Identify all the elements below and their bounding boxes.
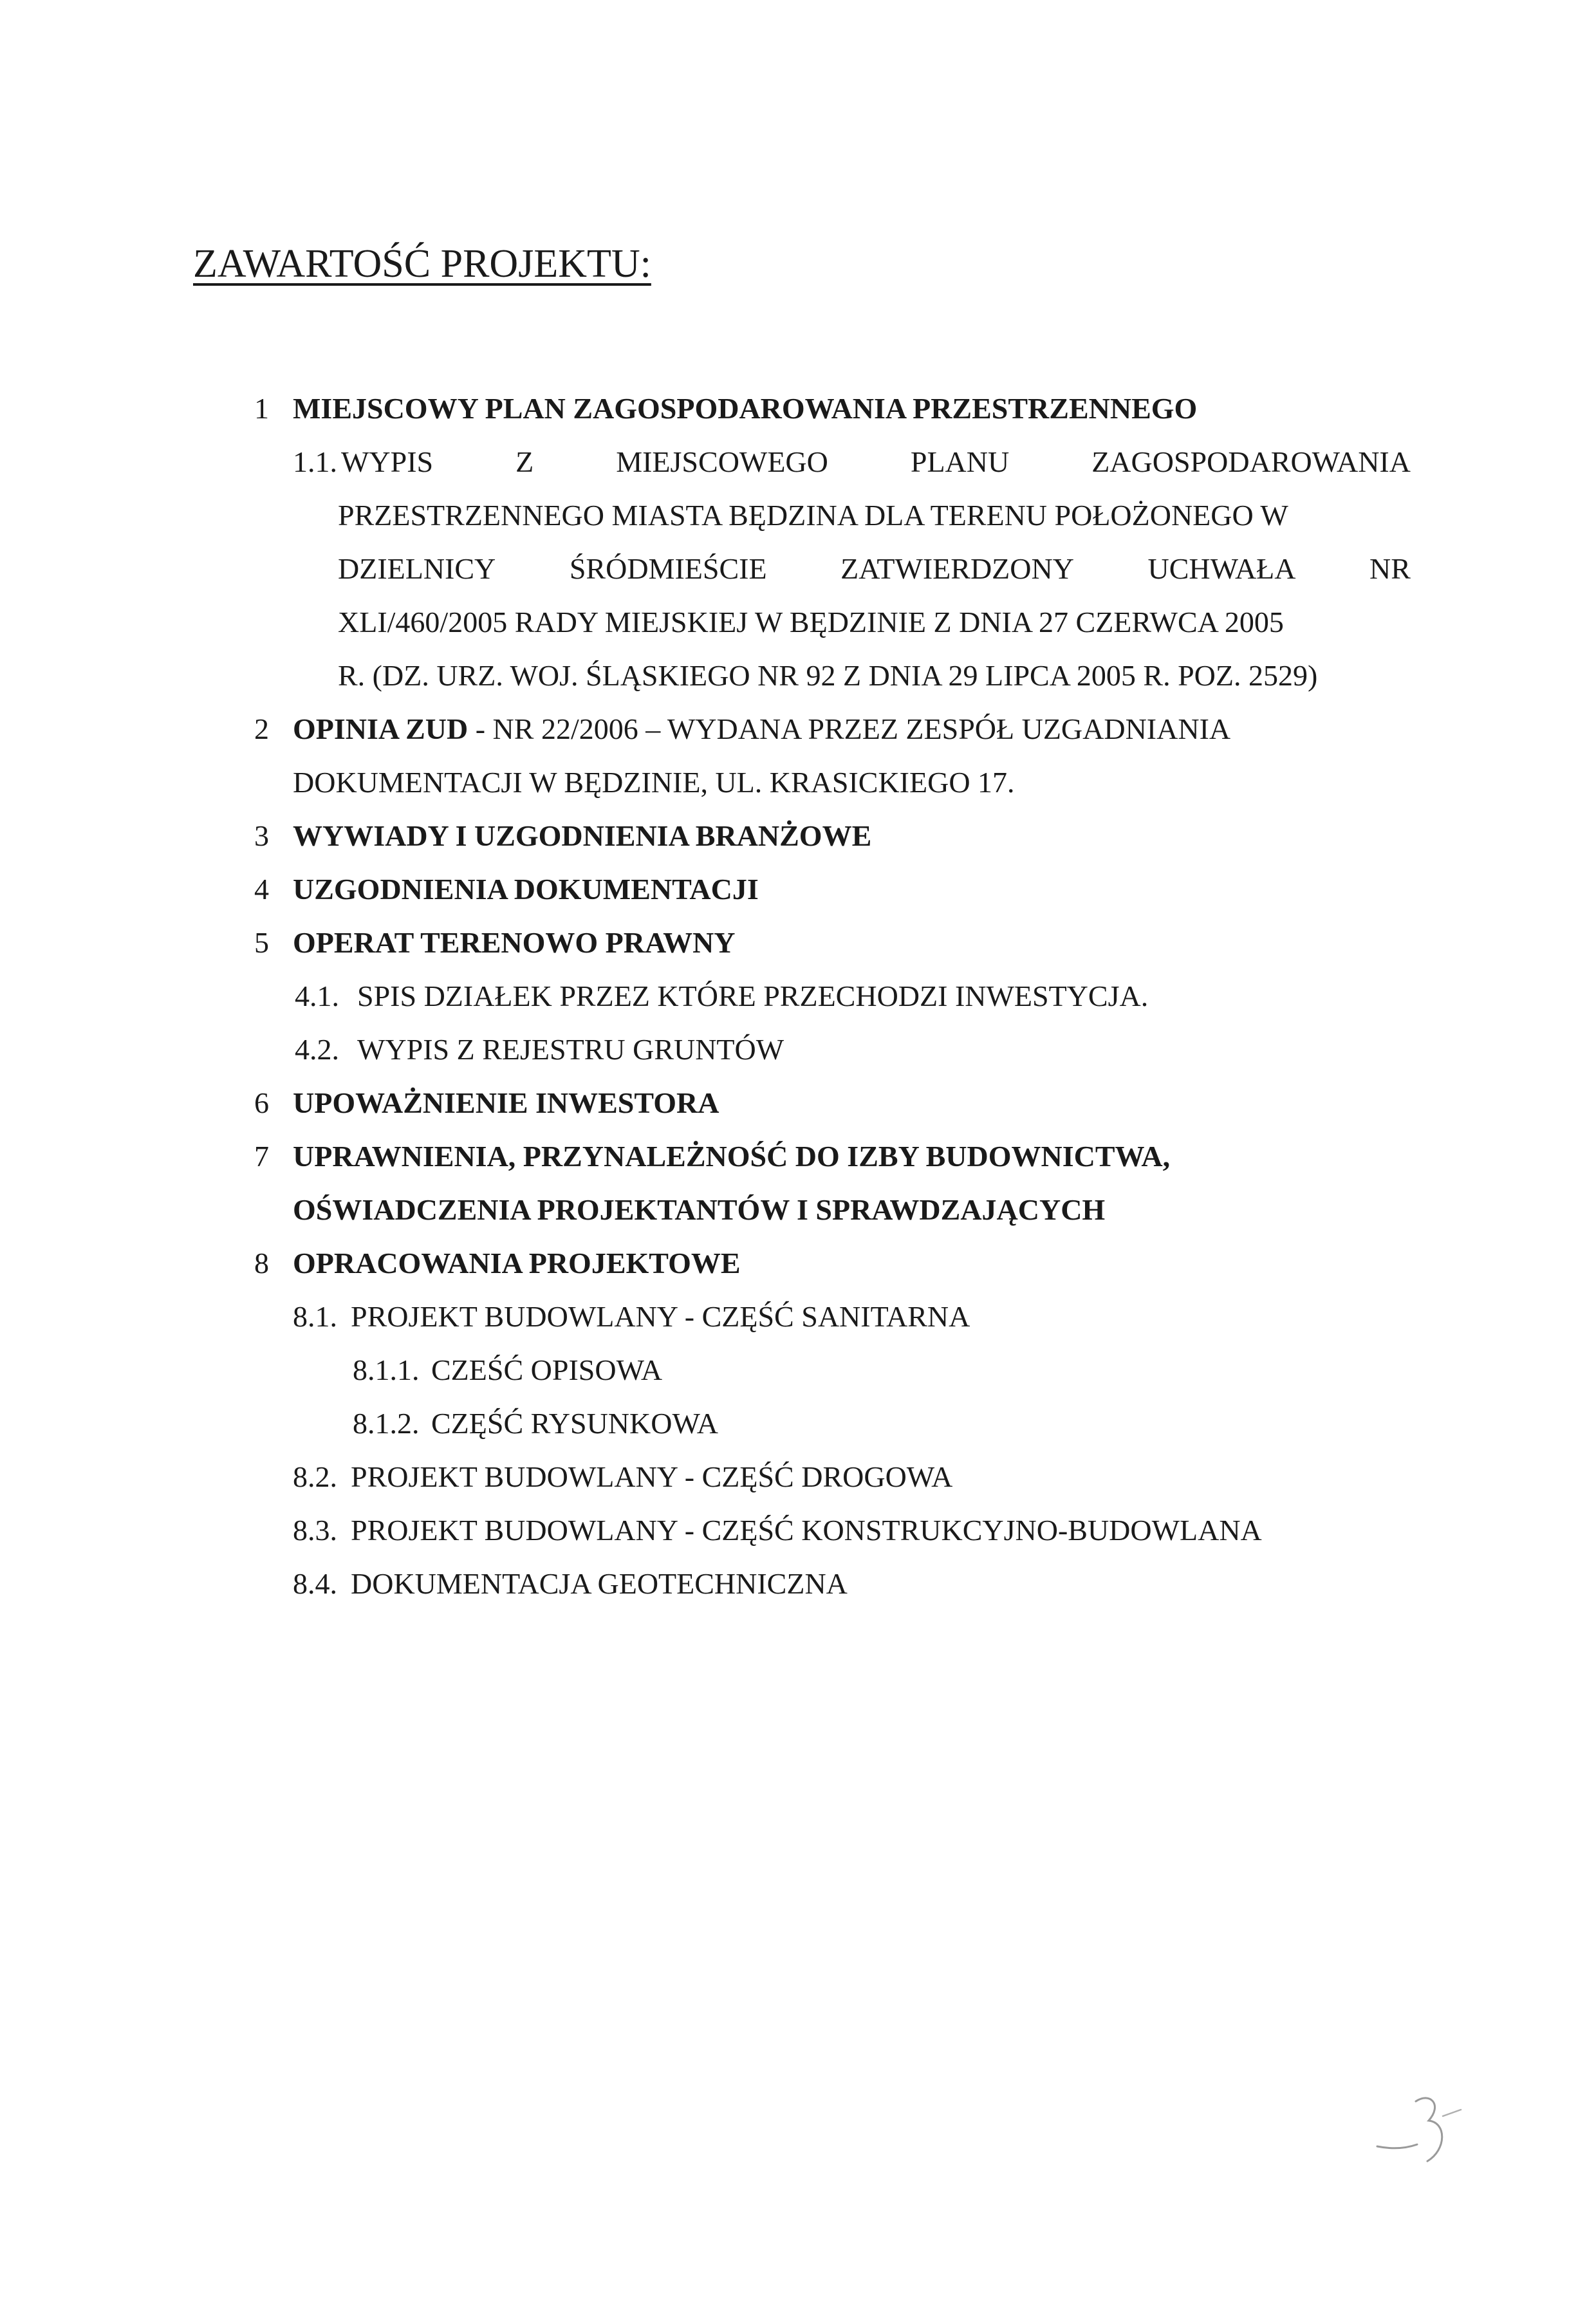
item-1-1-word: NR xyxy=(1369,552,1411,585)
item-label-5: OPERAT TERENOWO PRAWNY xyxy=(293,926,736,959)
item-label-1: MIEJSCOWY PLAN ZAGOSPODAROWANIA PRZESTRZENNEGO xyxy=(293,392,1198,425)
item-label-7-line-2: OŚWIADCZENIA PROJEKTANTÓW I SPRAWDZAJĄCYCH xyxy=(293,1193,1106,1226)
item-label-6: UPOWAŻNIENIE INWESTORA xyxy=(293,1086,719,1119)
item-number-7: 7 xyxy=(254,1140,269,1173)
item-1-1-word: WYPIS xyxy=(341,445,434,478)
page-title: ZAWARTOŚĆ PROJEKTU: xyxy=(193,242,651,286)
item-number-2: 2 xyxy=(254,712,269,745)
item-number-6: 6 xyxy=(254,1086,269,1119)
item-label-7: UPRAWNIENIA, PRZYNALEŻNOŚĆ DO IZBY BUDOWNICTWA, xyxy=(293,1140,1171,1173)
item-1-1-word: ZAGOSPODAROWANIA xyxy=(1091,445,1411,478)
item-1-1-word: MIEJSCOWEGO xyxy=(616,445,828,478)
item-1-1-word: Z xyxy=(515,445,534,478)
handwritten-page-mark xyxy=(1371,2085,1467,2175)
item-number-8-4: 8.4. xyxy=(293,1567,337,1600)
item-1-1-word: DZIELNICY xyxy=(338,552,496,585)
item-1-1-word: PLANU xyxy=(910,445,1010,478)
item-number-4: 4 xyxy=(254,873,269,906)
item-number-3: 3 xyxy=(254,819,269,852)
item-label-8-3: PROJEKT BUDOWLANY - CZĘŚĆ KONSTRUKCYJNO-BUDOWLANA xyxy=(351,1514,1262,1547)
item-1-1-word: ZATWIERDZONY xyxy=(840,552,1074,585)
item-number-8-3: 8.3. xyxy=(293,1514,337,1547)
item-number-8-2: 8.2. xyxy=(293,1460,337,1493)
item-number-8-1-2: 8.1.2. xyxy=(353,1407,420,1440)
item-label-2 xyxy=(293,710,1230,748)
item-1-1-line-1 xyxy=(341,443,1411,481)
item-label-8-1-2: CZĘŚĆ RYSUNKOWA xyxy=(431,1407,719,1440)
item-number-5: 5 xyxy=(254,926,269,959)
item-label-3: WYWIADY I UZGODNIENIA BRANŻOWE xyxy=(293,819,872,852)
item-number-4-2: 4.2. xyxy=(295,1033,339,1066)
item-1-1-line-2: PRZESTRZENNEGO MIASTA BĘDZINA DLA TERENU POŁOŻONEGO W xyxy=(338,499,1288,532)
item-label-4: UZGODNIENIA DOKUMENTACJI xyxy=(293,873,759,906)
item-1-1-word: UCHWAŁA xyxy=(1147,552,1296,585)
item-number-8-1-1: 8.1.1. xyxy=(353,1353,420,1386)
item-number-1-1: 1.1. xyxy=(293,445,337,478)
item-label-4-2: WYPIS Z REJESTRU GRUNTÓW xyxy=(357,1033,784,1066)
item-label-8-1: PROJEKT BUDOWLANY - CZĘŚĆ SANITARNA xyxy=(351,1300,970,1333)
item-1-1-line-3 xyxy=(338,550,1411,588)
item-label-8-4: DOKUMENTACJA GEOTECHNICZNA xyxy=(351,1567,848,1600)
item-1-1-line-4: XLI/460/2005 RADY MIEJSKIEJ W BĘDZINIE Z DNIA 27 CZERWCA 2005 xyxy=(338,606,1284,638)
item-label-4-1: SPIS DZIAŁEK PRZEZ KTÓRE PRZECHODZI INWESTYCJA. xyxy=(357,980,1149,1012)
item-number-8-1: 8.1. xyxy=(293,1300,337,1333)
item-number-1: 1 xyxy=(254,392,269,425)
item-1-1-line-5: R. (DZ. URZ. WOJ. ŚLĄSKIEGO NR 92 Z DNIA 29 LIPCA 2005 R. POZ. 2529) xyxy=(338,659,1318,692)
item-label-2-rest: - NR 22/2006 – WYDANA PRZEZ ZESPÓŁ UZGADNIANIA xyxy=(468,712,1231,745)
item-number-4-1: 4.1. xyxy=(295,980,339,1012)
item-label-2-line-2: DOKUMENTACJI W BĘDZINIE, UL. KRASICKIEGO 17. xyxy=(293,766,1015,799)
item-label-8-1-1: CZEŚĆ OPISOWA xyxy=(431,1353,663,1386)
item-label-8: OPRACOWANIA PROJEKTOWE xyxy=(293,1247,741,1279)
item-label-8-2: PROJEKT BUDOWLANY - CZĘŚĆ DROGOWA xyxy=(351,1460,953,1493)
item-label-2-bold: OPINIA ZUD xyxy=(293,712,469,745)
item-number-8: 8 xyxy=(254,1247,269,1279)
item-1-1-word: ŚRÓDMIEŚCIE xyxy=(569,552,767,585)
